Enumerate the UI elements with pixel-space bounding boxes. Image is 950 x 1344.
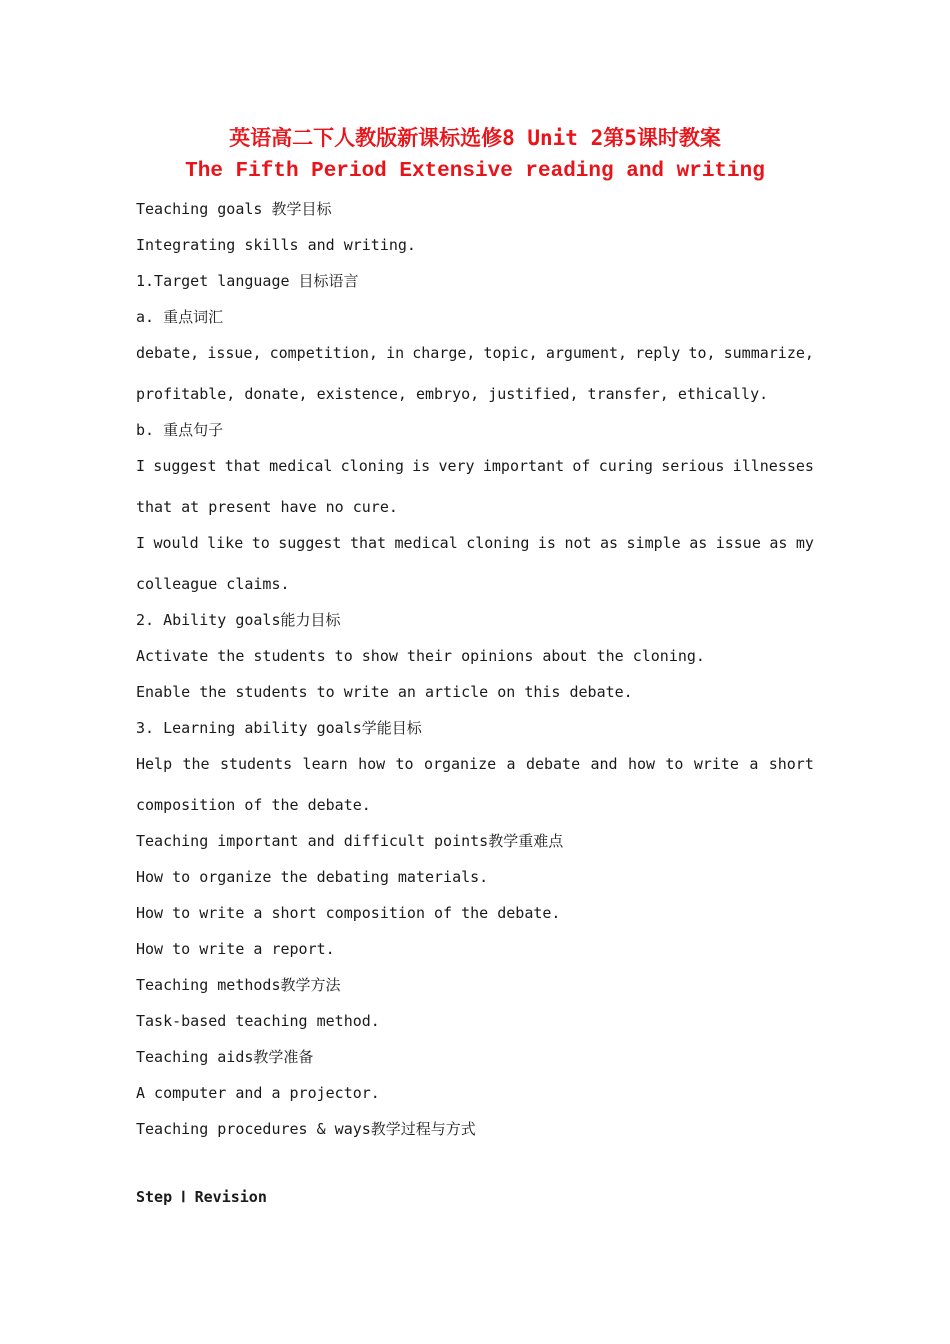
word: to,	[688, 344, 716, 362]
sentence-2-line-1	[136, 533, 814, 553]
teaching-aids-heading: Teaching aids教学准备	[136, 1048, 314, 1066]
word: illnesses	[732, 457, 814, 475]
word: suggest	[278, 534, 342, 552]
step-1-heading: Step Ⅰ Revision	[136, 1188, 267, 1206]
word: to	[251, 534, 270, 552]
word: suggest	[153, 457, 217, 475]
learning-goal-line-2: composition of the debate.	[136, 796, 371, 814]
word: that	[349, 534, 387, 552]
word: curing	[598, 457, 653, 475]
goals-intro: Integrating skills and writing.	[136, 236, 416, 254]
word: serious	[661, 457, 725, 475]
word: competition,	[269, 344, 378, 362]
point-2: How to write a short composition of the debate.	[136, 904, 561, 922]
learning-ability-heading: 3. Learning ability goals学能目标	[136, 719, 422, 737]
document-title-english: The Fifth Period Extensive reading and writing	[185, 160, 765, 183]
document-title-chinese: 英语高二下人教版新课标选修8 Unit 2第5课时教案	[229, 126, 721, 150]
word: my	[795, 534, 814, 552]
word: students	[219, 755, 293, 773]
word: issue	[715, 534, 761, 552]
word: write	[693, 755, 739, 773]
ability-goal-2: Enable the students to write an article on this debate.	[136, 683, 633, 701]
word: reply	[635, 344, 681, 362]
vocabulary-line-2: profitable, donate, existence, embryo, justified, transfer, ethically.	[136, 385, 769, 403]
word: is	[412, 457, 431, 475]
word: not	[564, 534, 592, 552]
word: how	[627, 755, 656, 773]
word: to	[395, 755, 414, 773]
word: and	[590, 755, 618, 773]
point-1: How to organize the debating materials.	[136, 868, 489, 886]
word: important	[482, 457, 565, 475]
key-sentences-heading: b. 重点句子	[136, 421, 224, 439]
word: medical	[394, 534, 458, 552]
word: as	[769, 534, 788, 552]
sentence-1-line-1	[136, 456, 814, 476]
word: of	[572, 457, 591, 475]
word: simple	[626, 534, 681, 552]
word: very	[438, 457, 475, 475]
word: issue,	[207, 344, 262, 362]
word: to	[665, 755, 684, 773]
word: debate,	[136, 344, 200, 362]
teaching-methods-heading: Teaching methods教学方法	[136, 976, 341, 994]
teaching-procedures-heading: Teaching procedures & ways教学过程与方式	[136, 1120, 476, 1138]
word: a	[506, 755, 516, 773]
target-language-heading: 1.Target language 目标语言	[136, 272, 359, 290]
word: as	[600, 534, 619, 552]
word: Help	[136, 755, 173, 773]
ability-goal-1: Activate the students to show their opinions about the cloning.	[136, 647, 705, 665]
word: short	[768, 755, 814, 773]
word: medical	[269, 457, 333, 475]
word: as	[689, 534, 708, 552]
word: learn	[302, 755, 348, 773]
vocabulary-heading: a. 重点词汇	[136, 308, 224, 326]
word: the	[182, 755, 210, 773]
learning-goal-line-1	[136, 754, 814, 774]
word: cloning	[340, 457, 404, 475]
sentence-1-line-2: that at present have no cure.	[136, 498, 398, 516]
word: organize	[423, 755, 497, 773]
word: cloning	[466, 534, 530, 552]
sentence-2-line-2: colleague claims.	[136, 575, 290, 593]
word: I	[136, 457, 146, 475]
word: argument,	[545, 344, 628, 362]
word: how	[358, 755, 386, 773]
word: would	[153, 534, 199, 552]
word: charge,	[412, 344, 476, 362]
vocabulary-line-1	[136, 343, 814, 363]
word: that	[224, 457, 261, 475]
word: summarize,	[723, 344, 814, 362]
ability-goals-heading: 2. Ability goals能力目标	[136, 611, 341, 629]
aid-1: A computer and a projector.	[136, 1084, 380, 1102]
point-3: How to write a report.	[136, 940, 335, 958]
word: topic,	[483, 344, 538, 362]
word: in	[386, 344, 405, 362]
important-points-heading: Teaching important and difficult points教学重难点	[136, 832, 564, 850]
word: like	[207, 534, 244, 552]
word: a	[749, 755, 759, 773]
word: debate	[525, 755, 581, 773]
word: is	[537, 534, 556, 552]
teaching-goals-heading: Teaching goals 教学目标	[136, 200, 332, 218]
word: I	[136, 534, 146, 552]
method-1: Task-based teaching method.	[136, 1012, 380, 1030]
